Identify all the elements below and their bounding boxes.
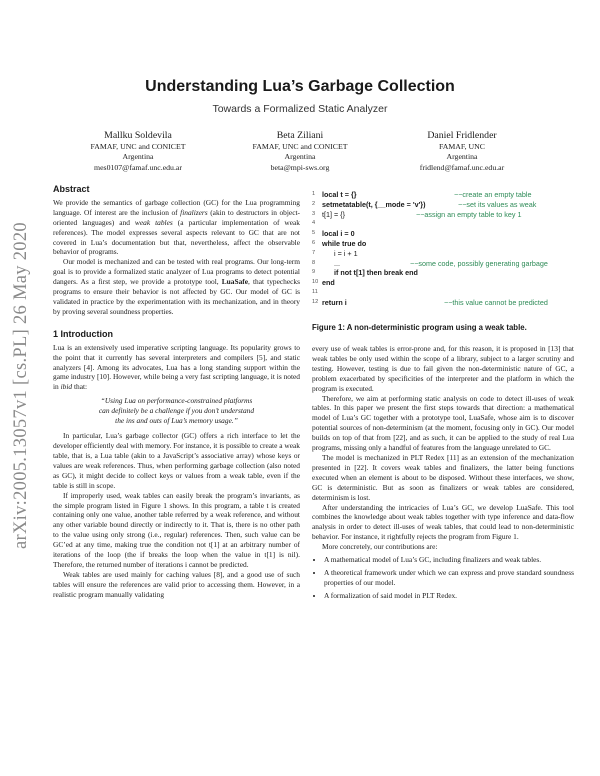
right-paragraph-2: Therefore, we aim at performing static analysis on code to detect ill-uses of weak tables. In this paper we present the first steps towards that direction: a mathematical model of Lua’s GC together with a prototype tool, LuaSafe, whose aim is to discover potential sources of non-determinism (at the moment, focusing only in GC). Our model builds on top of that from [22], and as such, it can be applied to the study of real Lua programs, missing only a handful of features from the language unrelated to GC. bbox=[312, 393, 574, 453]
author-1: Mallku Soldevila FAMAF, UNC and CONICET Argentina mes0107@famaf.unc.edu.ar bbox=[90, 130, 186, 172]
code-listing: 1 local t = {} −−create an empty table 2 setmetatable(t, {__mode = 'v'}) −−set its values as weak 3 t[1] = {} −−assign an empty table to key 1 4 5 local i = 0 6 while true do 7 i = i + 1 8 ... −−some code, possibly generating garbage 9 if not t[1] then break end 10 end 11 12 return i −−this value cannot be predicted bbox=[312, 190, 548, 307]
author-2: Beta Ziliani FAMAF, UNC and CONICET Argentina beta@mpi-sws.org bbox=[252, 130, 348, 172]
intro-paragraph-1: Lua is an extensively used imperative scripting language. Its popularity grows to the point that it currently has several interpreters and compilers [5], and static analyzers [4]. Among its advocates, Lua has a long standing support within the game industry [10]. However, while being a very fast scripting language, it is noted in ibid that: bbox=[53, 342, 300, 392]
right-column bbox=[312, 344, 574, 604]
author-block bbox=[0, 129, 600, 179]
list-item: • A theoretical framework under which we can express and prove standard soundness properties of our model. bbox=[324, 568, 574, 588]
right-paragraph-3: The model is mechanized in PLT Redex [11] as an extension of the mechanization presented in [22]. It covers weak tables and finalizers, the latter being functions executed when an element is about to be disposed. Without these interfaces, we show, GC is deterministic. But as soon as finalizers or weak tables are considered, determinism is lost. bbox=[312, 452, 574, 502]
intro-paragraph-4: Weak tables are used mainly for caching values [8], and a good use of such tables will ensure the references are valid prior to accessing them. However, in a realistic program manually validating bbox=[53, 569, 300, 599]
intro-heading: 1 Introduction bbox=[53, 328, 113, 339]
paper-subtitle: Towards a Formalized Static Analyzer bbox=[212, 103, 388, 115]
abstract-heading: Abstract bbox=[53, 184, 90, 194]
paper-title: Understanding Lua’s Garbage Collection bbox=[145, 78, 455, 95]
contributions-list bbox=[312, 555, 574, 601]
abstract-paragraph-2: Our model is mechanized and can be tested with real programs. Our long-term goal is to provide a formalized static analyzer of Lua programs to detect potential dangers. As a first step, we provide a prototype tool, LuaSafe, that typechecks programs to ensure their behavior is not affected by GC. Our model of GC is validated in practice by the experimentation with its mechanization, and in theory by proving several soundness properties. bbox=[53, 257, 300, 316]
left-column bbox=[53, 185, 300, 600]
arxiv-identifier: arXiv:2005.13057v1 [cs.PL] 26 May 2020 bbox=[10, 221, 31, 549]
list-item: • A formalization of said model in PLT Redex. bbox=[324, 591, 574, 601]
right-paragraph-4: After understanding the intricacies of Lua’s GC, we develop LuaSafe. This tool combines the knowledge about weak tables together with type inference and data-flow analysis in order to detect ill-uses of weak tables, that could lead to non-deterministic behavior. For instance, it rightfully rejects the program from Figure 1. bbox=[312, 502, 574, 542]
list-item: • A mathematical model of Lua’s GC, including finalizers and weak tables. bbox=[324, 555, 574, 565]
intro-paragraph-2: In particular, Lua’s garbage collector (GC) offers a rich interface to let the developer efficiently deal with memory. For instance, it is possible to create a weak table, that is, a Lua table (akin to a JavaScript’s associative array) whose keys or values are weak references. Thus, when performing garbage collection (also noted as GC), it might decide to collect keys or values from a weak table, even if the table is still in scope. bbox=[53, 431, 300, 490]
quote: “Using Lua on performance-constrained platforms can definitely be a challenge if you don’t understand the ins and outs of Lua’s memory usage.” bbox=[98, 396, 255, 426]
figure-caption: Figure 1: A non-deterministic program using a weak table. bbox=[312, 323, 527, 332]
intro-paragraph-3: If improperly used, weak tables can easily break the program’s invariants, as the simple program listed in Figure 1 shows. In this program, a table t is created containing only one value, another table referred by a weak reference, and without any other variable bound directly or indirectly to it. That is, there is no other path to the value using only strong (i.e., regular) references. Then, such value can be GC’ed at any time, making true the condition not t[1] at an arbitrary number of iterations of the loop (the if breaks the loop when the value in t[1] is nil). Therefore, the returned number of iterations i cannot be predicted. bbox=[53, 490, 300, 569]
abstract-paragraph-1: We provide the semantics of garbage collection (GC) for the Lua programming language. Of interest are the inclusion of finalizers (akin to destructors in object-oriented languages) and weak tables (a particular implementation of weak references). The model expresses several aspects relevant to GC that are not covered in Lua’s documentation but that, nevertheless, affect the observable behavior of programs. bbox=[53, 197, 301, 257]
right-paragraph-1: every use of weak tables is error-prone and, for this reason, it is proposed in [13] that weak tables be only used within the scope of a library, subject to a larger scrutiny and testing. However, testing is due to fail given the non-deterministic nature of GC, a problem exacerbated by specificities of the interpreter and the platform in which the program is executed. bbox=[312, 344, 574, 393]
author-3: Daniel Fridlender FAMAF, UNC Argentina fridlend@famaf.unc.edu.ar bbox=[419, 130, 505, 172]
right-paragraph-5: More concretely, our contributions are: bbox=[322, 542, 438, 552]
